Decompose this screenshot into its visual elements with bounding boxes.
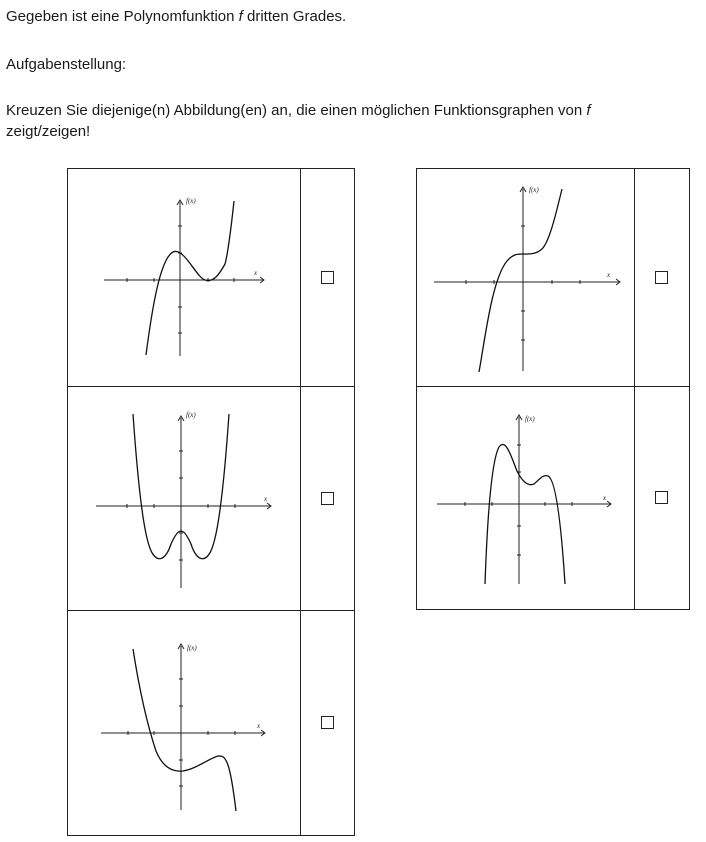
option-row-a [68, 169, 354, 386]
answer-table-left [67, 168, 355, 836]
answer-table-right [416, 168, 690, 610]
graph-e-curve [485, 444, 565, 584]
x-axis-label: x [257, 722, 261, 730]
graph-c-curve [133, 649, 236, 811]
y-axis-label: f(x) [529, 186, 539, 194]
graph-a-curve [146, 201, 234, 355]
graph-e-plot [417, 387, 635, 610]
x-axis-label: x [603, 494, 607, 502]
task-heading: Aufgabenstellung: [6, 56, 127, 73]
graph-a-plot [68, 169, 301, 386]
graph-d-plot [417, 169, 635, 386]
graph-b-plot [68, 387, 301, 611]
checkbox-cell-b [301, 387, 354, 610]
y-axis-label: f(x) [525, 415, 535, 423]
graph-d [417, 169, 635, 386]
graph-b [68, 387, 301, 610]
graph-a [68, 169, 301, 386]
checkbox-a[interactable] [321, 271, 334, 284]
checkbox-cell-c [301, 611, 354, 835]
option-row-c [68, 610, 354, 835]
x-axis-label: x [254, 269, 258, 277]
checkbox-cell-a [301, 169, 354, 386]
x-axis-label: x [264, 495, 268, 503]
checkbox-c[interactable] [321, 716, 334, 729]
problem-statement: Gegeben ist eine Polynomfunktion f dritten Grades. [6, 8, 347, 25]
y-axis-label: f(x) [186, 411, 196, 419]
checkbox-d[interactable] [655, 271, 668, 284]
checkbox-cell-d [635, 169, 689, 386]
option-row-b [68, 386, 354, 610]
checkbox-b[interactable] [321, 492, 334, 505]
graph-e [417, 387, 635, 609]
checkbox-e[interactable] [655, 491, 668, 504]
option-row-e [417, 386, 689, 609]
instruction-line-1: Kreuzen Sie diejenige(n) Abbildung(en) an, die einen möglichen Funktionsgraphen von f [6, 102, 591, 119]
y-axis-label: f(x) [186, 197, 196, 205]
option-row-d [417, 169, 689, 386]
checkbox-cell-e [635, 387, 689, 609]
instruction-line-2: zeigt/zeigen! [6, 123, 91, 140]
graph-d-curve [479, 189, 562, 372]
y-axis-label: f(x) [187, 644, 197, 652]
function-name: f [238, 8, 243, 25]
graph-c [68, 611, 301, 835]
x-axis-label: x [607, 271, 611, 279]
graph-c-plot [68, 611, 301, 836]
